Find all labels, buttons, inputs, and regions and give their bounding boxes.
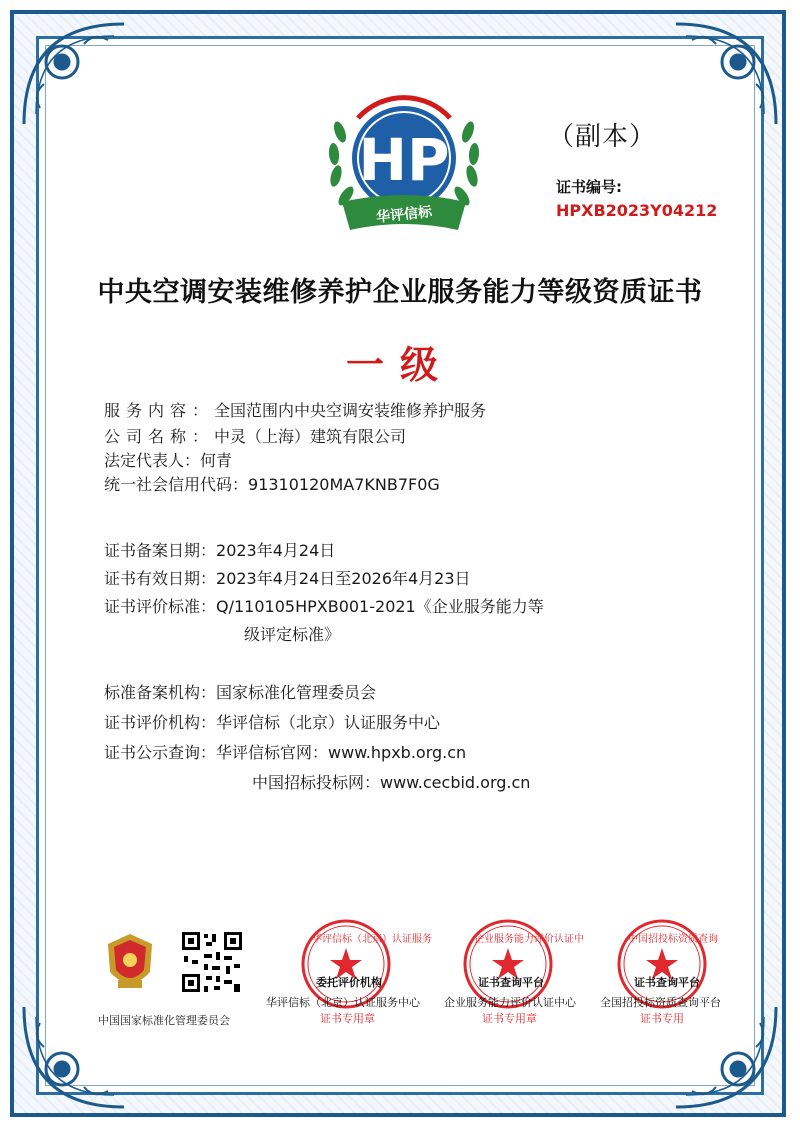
seal-caption: 企业服务能力评价认证中心 bbox=[444, 996, 576, 1009]
field-label: 证书评价机构： bbox=[104, 713, 217, 732]
seal-title: 证书查询平台 bbox=[634, 976, 700, 989]
field-value: 国家标准化管理委员会 bbox=[216, 683, 377, 702]
seal-title: 证书查询平台 bbox=[478, 976, 544, 989]
copy-label: （副本） bbox=[548, 122, 657, 152]
field-value: 91310120MA7KNB7F0G bbox=[248, 475, 440, 494]
field-value-continued: 中国招标投标网：www.cecbid.org.cn bbox=[252, 773, 531, 792]
field-row bbox=[104, 680, 376, 703]
certificate-title: 中央空调安装维修养护企业服务能力等级资质证书 bbox=[97, 277, 703, 308]
seal-ring-text: 中国招投标资质查询 bbox=[628, 934, 718, 945]
seal-ring-text: 企业服务能力评价认证中 bbox=[474, 934, 584, 945]
field-label: 证书有效日期： bbox=[104, 569, 217, 588]
corner-ornament-icon bbox=[666, 14, 786, 134]
corner-ornament-icon bbox=[666, 997, 786, 1117]
field-value: 2023年4月24日 bbox=[216, 541, 336, 560]
field-row bbox=[104, 398, 486, 421]
field-value: 中灵（上海）建筑有限公司 bbox=[214, 427, 407, 446]
footer-organization: 中国国家标准化管理委员会 bbox=[98, 1014, 230, 1027]
field-value: 全国范围内中央空调安装维修养护服务 bbox=[214, 401, 487, 420]
field-row bbox=[104, 594, 544, 617]
field-row bbox=[104, 472, 440, 495]
field-label: 服务内容： bbox=[104, 401, 215, 420]
seal-title: 委托评价机构 bbox=[316, 976, 382, 989]
logo-text: 华评信标 bbox=[375, 204, 433, 226]
field-value-continued: 级评定标准》 bbox=[244, 625, 341, 644]
qr-code-icon bbox=[180, 930, 244, 994]
field-row bbox=[104, 448, 232, 471]
seal-caption: 全国招投标资质查询平台 bbox=[600, 996, 721, 1009]
cert-number: HPXB2023Y04212 bbox=[556, 201, 718, 220]
seal-ring-text: 华评信标（北京）认证服务 bbox=[312, 934, 432, 945]
field-value: 何青 bbox=[200, 451, 233, 470]
field-row bbox=[104, 710, 440, 733]
certificate-level: 一级 bbox=[345, 343, 454, 387]
national-emblem-icon bbox=[104, 932, 156, 996]
field-label: 法定代表人： bbox=[104, 451, 201, 470]
field-row bbox=[104, 566, 471, 589]
field-label: 证书评价标准： bbox=[104, 597, 217, 616]
field-value: 2023年4月24日至2026年4月23日 bbox=[216, 569, 471, 588]
field-label: 证书备案日期： bbox=[104, 541, 217, 560]
field-value: 华评信标（北京）认证服务中心 bbox=[216, 713, 441, 732]
field-row bbox=[104, 424, 406, 447]
field-row bbox=[104, 740, 466, 763]
field-label: 证书公示查询： bbox=[104, 743, 217, 762]
cert-number-label: 证书编号: bbox=[556, 178, 622, 196]
svg-text:HP: HP bbox=[358, 126, 450, 194]
field-label: 标准备案机构： bbox=[104, 683, 217, 702]
seal-caption: 华评信标（北京）认证服务中心 bbox=[266, 996, 420, 1009]
seal-bottom-text: 证书专用 bbox=[640, 1012, 684, 1025]
field-label: 公司名称： bbox=[104, 427, 215, 446]
seal-bottom-text: 证书专用章 bbox=[320, 1012, 375, 1025]
field-value: 华评信标官网：www.hpxb.org.cn bbox=[216, 743, 467, 762]
corner-ornament-icon bbox=[14, 14, 134, 134]
field-row bbox=[104, 538, 335, 561]
seal-bottom-text: 证书专用章 bbox=[482, 1012, 537, 1025]
field-value: Q/110105HPXB001-2021《企业服务能力等 bbox=[216, 597, 544, 616]
field-label: 统一社会信用代码： bbox=[104, 475, 249, 494]
